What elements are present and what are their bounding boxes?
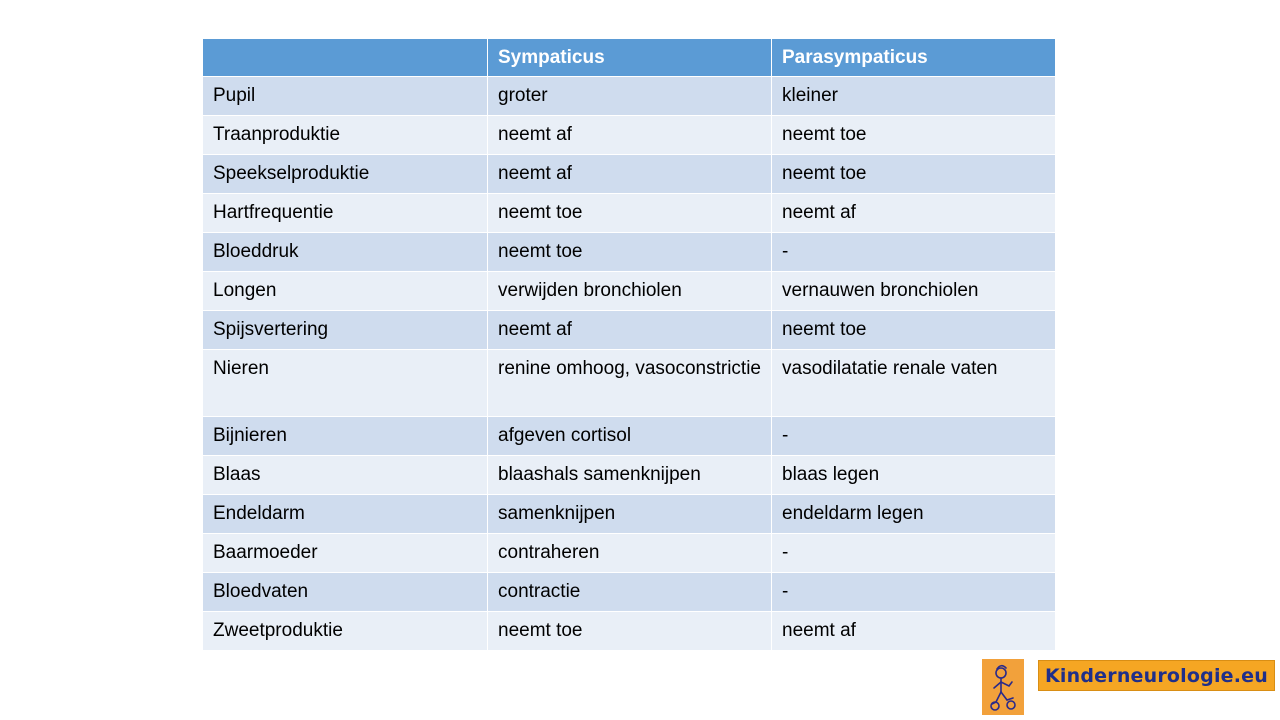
table-row	[203, 155, 1056, 194]
parasympaticus-cell: vernauwen bronchiolen	[772, 272, 1056, 311]
table-row	[203, 495, 1056, 534]
table-row	[203, 116, 1056, 155]
child-figure-icon-svg	[985, 661, 1021, 713]
parasympaticus-cell: neemt toe	[772, 311, 1056, 350]
parasympaticus-cell: neemt af	[772, 194, 1056, 233]
sympaticus-cell: afgeven cortisol	[488, 417, 772, 456]
row-label: Bloeddruk	[203, 233, 488, 272]
sympaticus-cell: contractie	[488, 573, 772, 612]
brand-badge[interactable]	[1038, 660, 1275, 691]
row-label: Pupil	[203, 77, 488, 116]
parasympaticus-cell: -	[772, 573, 1056, 612]
row-label: Nieren	[203, 350, 488, 417]
row-label: Baarmoeder	[203, 534, 488, 573]
sympaticus-cell: neemt af	[488, 155, 772, 194]
parasympaticus-cell: neemt toe	[772, 155, 1056, 194]
table-row	[203, 612, 1056, 651]
row-label: Blaas	[203, 456, 488, 495]
sympaticus-cell: neemt toe	[488, 612, 772, 651]
table-row	[203, 272, 1056, 311]
sympaticus-cell: groter	[488, 77, 772, 116]
table-row	[203, 311, 1056, 350]
parasympaticus-cell: blaas legen	[772, 456, 1056, 495]
parasympaticus-cell: kleiner	[772, 77, 1056, 116]
sympaticus-cell: renine omhoog, vasoconstrictie	[488, 350, 772, 417]
table-header-row	[203, 39, 1056, 77]
table-row	[203, 573, 1056, 612]
sympaticus-cell: neemt toe	[488, 233, 772, 272]
sympaticus-cell: neemt af	[488, 116, 772, 155]
sympaticus-cell: verwijden bronchiolen	[488, 272, 772, 311]
parasympaticus-cell: -	[772, 534, 1056, 573]
sympaticus-cell: neemt af	[488, 311, 772, 350]
parasympaticus-cell: vasodilatatie renale vaten	[772, 350, 1056, 417]
row-label: Zweetproduktie	[203, 612, 488, 651]
parasympaticus-cell: neemt toe	[772, 116, 1056, 155]
row-label: Longen	[203, 272, 488, 311]
table-row	[203, 77, 1056, 116]
comparison-table	[202, 38, 1056, 651]
table-row	[203, 350, 1056, 417]
parasympaticus-cell: neemt af	[772, 612, 1056, 651]
table-row	[203, 534, 1056, 573]
table-row	[203, 456, 1056, 495]
row-label: Spijsvertering	[203, 311, 488, 350]
row-label: Bijnieren	[203, 417, 488, 456]
parasympaticus-cell: -	[772, 417, 1056, 456]
table-row	[203, 417, 1056, 456]
row-label: Endeldarm	[203, 495, 488, 534]
header-sympaticus: Sympaticus	[488, 39, 772, 77]
table-row	[203, 233, 1056, 272]
brand-name: Kinderneurologie.eu	[1045, 664, 1268, 687]
sympaticus-cell: neemt toe	[488, 194, 772, 233]
parasympaticus-cell: -	[772, 233, 1056, 272]
row-label: Bloedvaten	[203, 573, 488, 612]
header-parasympaticus: Parasympaticus	[772, 39, 1056, 77]
header-cell-empty	[203, 39, 488, 77]
parasympaticus-cell: endeldarm legen	[772, 495, 1056, 534]
row-label: Traanproduktie	[203, 116, 488, 155]
sympaticus-cell: contraheren	[488, 534, 772, 573]
table-row	[203, 194, 1056, 233]
row-label: Speekselproduktie	[203, 155, 488, 194]
child-figure-icon	[982, 659, 1024, 715]
row-label: Hartfrequentie	[203, 194, 488, 233]
sympaticus-cell: blaashals samenknijpen	[488, 456, 772, 495]
sympaticus-cell: samenknijpen	[488, 495, 772, 534]
